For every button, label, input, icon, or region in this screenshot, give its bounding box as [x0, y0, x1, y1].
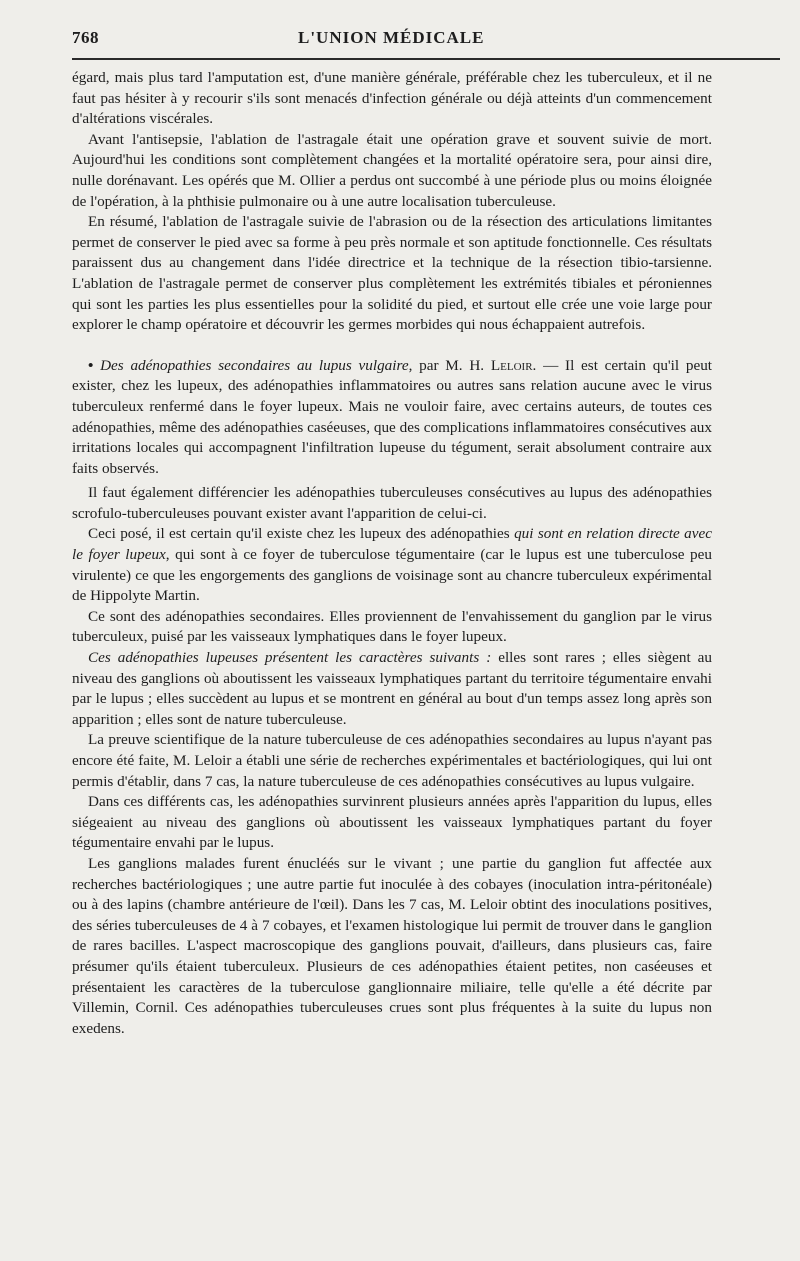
paragraph-6 [72, 524, 712, 606]
paragraph-6-start: Ceci posé, il est certain qu'il existe chez les lupeux des adénopathies [88, 525, 515, 543]
paragraph-4-rest: . — Il est certain qu'il peut exister, chez les lupeux, des adénopathies inflammatoires ou autres sans relation aucune avec le virus tuberculeux renfermé dans le foyer lupeux. Mais ne vouloir faire, avec certains auteurs, de toutes ces adénopathies, même des adénopathies caséeuses, que des complications inflammatoires consécutives aux irritations locales qui accompagnent l'infiltration lupeuse du tégument, serait absolument contraire aux faits observés. [72, 356, 713, 477]
paragraph-6-emphasis: qui sont en relation directe avec le foyer lupeux [72, 525, 712, 564]
author-name: Leloir [490, 356, 533, 374]
paragraph-8-rest: elles sont rares ; elles siègent au niveau des ganglions où aboutissent les vaisseaux lymphatiques partant du territoire tégumentaire envahi par le lupus ; elles succèdent au lupus et se montrent en général au bout d'un temps assez long après son apparition ; elles sont de nature tuberculeuse. [72, 649, 712, 728]
paragraph-1: égard, mais plus tard l'amputation est, d'une manière générale, préférable chez les tuberculeux, et il ne faut pas hésiter à y recourir s'ils sont menacés d'infection générale ou déjà atteints d'un commencement d'altérations viscérales. [72, 69, 712, 128]
paragraph-5: Il faut également différencier les adénopathies tuberculeuses consécutives au lupus des adénopathies scrofulo-tuberculeuses pouvant exister avant l'apparition de celui-ci. [72, 484, 712, 522]
page-number: 768 [72, 28, 99, 47]
paragraph-11: Les ganglions malades furent énucléés sur le vivant ; une partie du ganglion fut affectée aux recherches bactériologiques ; une autre partie fut inoculée à des cobayes (inoculation intra-péritonéale) ou à des lapins (chambre antérieure de l'œil). Dans les 7 cas, M. Leloir obtint des inoculations positives, des séries tuberculeuses de 4 à 7 cobayes, et l'examen histologique lui permit de trouver dans le ganglion de rares bacilles. L'aspect macroscopique des ganglions pouvait, d'ailleurs, dans plusieurs cas, faire présumer qu'ils étaient tuberculeux. Plusieurs de ces adénopathies étaient petites, non caséeuses et présentaient les caractères de la tuberculose ganglionnaire miliaire, telle qu'elle a été décrite par Villemin, Cornil. Ces adénopathies tuberculeuses crues sont plus fréquentes à la suite du lupus non exedens. [72, 854, 712, 1037]
section-bullet: • [88, 356, 94, 374]
paragraph-10: Dans ces différents cas, les adénopathies survinrent plusieurs années après l'apparition du lupus, elles siégeaient au niveau des ganglions où aboutissent les vaisseaux lymphatiques partant du foyer tégumentaire envahi par le lupus. [72, 793, 712, 852]
paragraph-8 [72, 648, 712, 730]
body-text [72, 68, 712, 1039]
header-rule [72, 58, 780, 60]
paragraph-6-end: , qui sont à ce foyer de tuberculose tégumentaire (car le lupus est une tuberculose peu virulente) ce que les engorgements des ganglions de voisinage sont au chancre tuberculeux expérimental de Hippolyte Martin. [72, 546, 712, 605]
article-title: Des adénopathies secondaires au lupus vulgaire [100, 356, 409, 374]
paragraph-3: En résumé, l'ablation de l'astragale suivie de l'abrasion ou de la résection des articulations limitantes permet de conserver le pied avec sa forme à peu près normale et son aptitude fonctionnelle. Ces résultats paraissent dus au changement dans l'idée directrice et la technique de la résection tibio-tarsienne. L'ablation de l'astragale permet de conserver plus complètement les extrémités tibiales et péroniennes qui sont les parties les plus essentielles pour la solidité du pied, et surtout elle crée une voie large pour explorer le champ opératoire et découvrir les germes morbides qui nous échappaient autrefois. [72, 213, 712, 334]
paragraph-2: Avant l'antisepsie, l'ablation de l'astragale était une opération grave et souvent suivie de mort. Aujourd'hui les conditions sont complètement changées et la mortalité opératoire sera, pour ainsi dire, nulle dorénavant. Les opérés que M. Ollier a perdus ont succombé à une période plus ou moins éloignée de l'opération, à la phthisie pulmonaire ou à une autre localisation tuberculeuse. [72, 130, 712, 210]
page-header [72, 26, 786, 50]
running-title: L'UNION MÉDICALE [298, 28, 485, 47]
paragraph-7: Ce sont des adénopathies secondaires. Elles proviennent de l'envahissement du ganglion par le virus tuberculeux, puisé par les vaisseaux lymphatiques dans le foyer lupeux. [72, 607, 712, 646]
paragraph-8-emphasis: Ces adénopathies lupeuses présentent les caractères suivants : [88, 649, 492, 667]
paragraph-9: La preuve scientifique de la nature tuberculeuse de ces adénopathies secondaires au lupus n'ayant pas encore été faite, M. Leloir a établi une série de recherches expérimentales et bactériologiques, qui lui ont permis d'établir, dans 7 cas, la nature tuberculeuse de ces adénopathies consécutives au lupus vulgaire. [72, 731, 712, 790]
author-prefix: , par M. H. [408, 356, 485, 374]
paragraph-4 [72, 356, 712, 480]
